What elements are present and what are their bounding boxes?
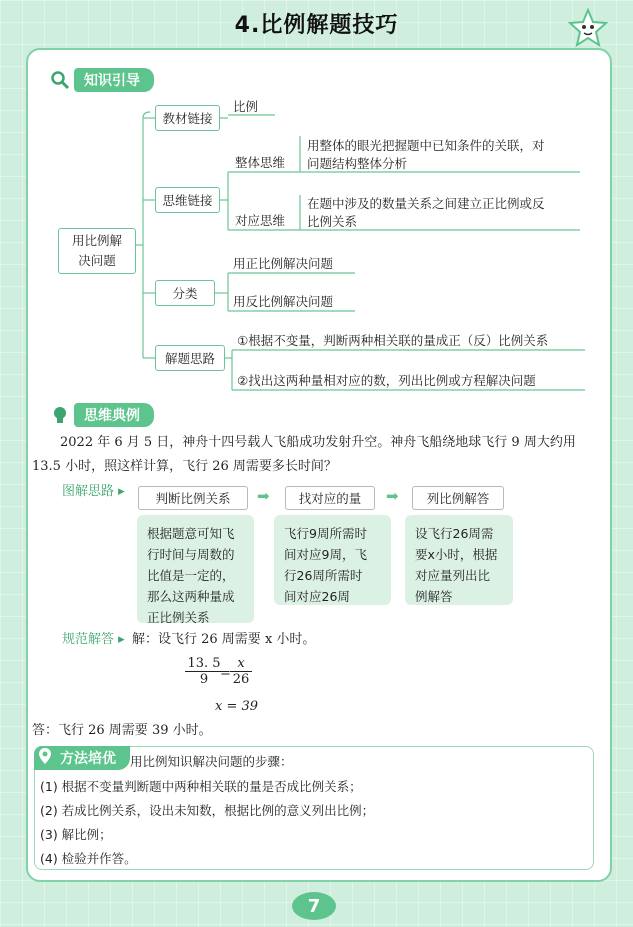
siwei-item-2-desc1: 在题中涉及的数量关系之间建立正比例或反 [307,196,545,211]
branch-fenlei: 分类 [155,280,215,306]
solution-label-arrow-icon: ▸ [118,632,125,647]
mindmap-root-line1: 用比例解 [71,233,122,248]
page-title: 4.比例解题技巧 [234,13,399,38]
section-example-label: 思维典例 [74,403,154,427]
flow-arrow-1-icon: ➡ [257,487,270,505]
flow-step-2: 找对应的量 [285,486,375,510]
branch-jiaocai: 教材链接 [155,105,220,131]
branch-siwei: 思维链接 [155,187,220,213]
mindmap-root-line2: 决问题 [78,253,116,268]
frac-equals: = [220,666,231,681]
solution-label-row [62,630,125,649]
leaf-bili: 比例 [233,99,259,114]
silu-item-1: ①根据不变量，判断两种相关联的量成正（反）比例关系 [237,333,549,348]
method-step-2: (2) 若成比例关系，设出未知数，根据比例的意义列出比例； [40,803,375,818]
flow-arrow-2-icon: ➡ [386,487,399,505]
problem-line1: 2022 年 6 月 5 日，神舟十四号载人飞船成功发射升空。神舟飞船绕地球飞行 9 周大约用 [60,435,576,450]
frac-left-num: 13. 5 [187,656,221,671]
branch-silu: 解题思路 [155,345,225,371]
flow-label-row [62,482,125,501]
lightbulb-icon [50,405,70,425]
method-step-4: (4) 检验并作答。 [40,851,137,866]
method-step-3: (3) 解比例； [40,827,112,842]
frac-left-den: 9 [185,671,223,687]
method-step-1: (1) 根据不变量判断题中两种相关联的量是否成比例关系； [40,779,362,794]
mindmap-root [58,228,136,274]
solution-intro: 解：设飞行 26 周需要 x 小时。 [132,632,316,647]
method-label: 方法培优 [60,751,116,767]
fenlei-item-2: 用反比例解决问题 [233,294,334,309]
problem-line2: 13.5 小时，照这样计算，飞行 26 周需要多长时间？ [32,459,337,474]
siwei-item-1-desc1: 用整体的眼光把握题中已知条件的关联，对 [307,138,545,153]
siwei-item-1-desc2: 问题结构整体分析 [307,156,408,171]
solution-answer: 答：飞行 26 周需要 39 小时。 [32,723,212,738]
frac-right [230,656,252,687]
location-pin-icon [38,747,52,765]
frac-right-num: x [237,656,245,671]
section-knowledge-label: 知识引导 [74,68,154,92]
solution-result: x = 39 [215,699,259,714]
solution-label: 规范解答 [62,632,115,647]
silu-item-2: ②找出这两种量相对应的数，列出比例或方程解决问题 [237,373,536,388]
flow-detail-2: 飞行9周所需时 间对应9周，飞 行26周所需时 间对应26周 [274,515,391,605]
section-example-header [50,403,154,427]
flow-label-arrow-icon: ▸ [118,484,125,499]
flow-step-3: 列比例解答 [412,486,504,510]
frac-left [185,656,223,687]
fenlei-item-1: 用正比例解决问题 [233,256,334,271]
flow-label: 图解思路 [62,484,115,499]
flow-detail-3: 设飞行26周需 要x小时，根据 对应量列出比 例解答 [405,515,513,605]
frac-right-den: 26 [230,671,252,687]
flow-detail-1: 根据题意可知飞 行时间与周数的 比值是一定的， 那么这两种量成 正比例关系 [137,515,254,623]
siwei-item-2-name: 对应思维 [235,213,286,228]
method-intro: 用比例知识解决问题的步骤： [130,754,293,769]
siwei-item-1-name: 整体思维 [235,155,286,170]
flow-step-1: 判断比例关系 [138,486,248,510]
page-number: 7 [292,892,336,920]
siwei-item-2-desc2: 比例关系 [307,214,358,229]
